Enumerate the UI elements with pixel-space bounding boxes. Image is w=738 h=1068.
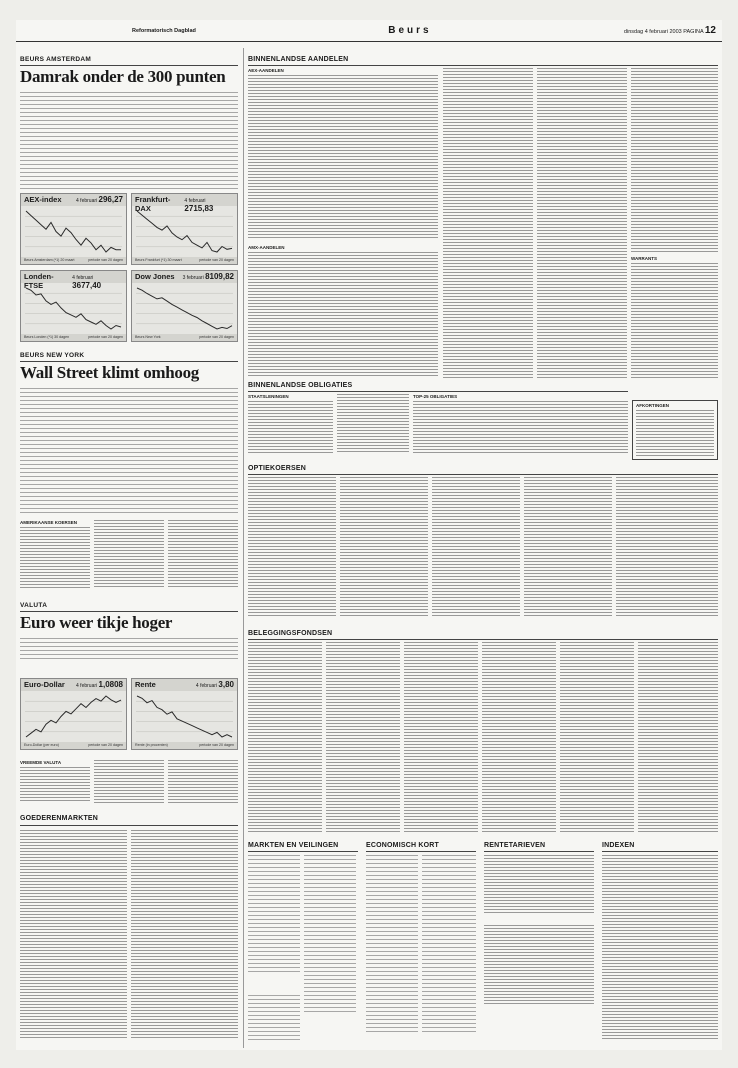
rentetarieven-table: [484, 855, 594, 915]
dow-chart-footer: [132, 334, 237, 341]
rente-chart-plot: [132, 691, 237, 742]
warrants-title: WARRANTS: [631, 256, 657, 261]
euro-dollar-chart-title: Euro-Dollar: [24, 680, 65, 689]
euro-dollar-chart-plot: [21, 691, 126, 742]
aex-index-chart: [20, 193, 127, 265]
euro-dollar-chart-footer: [21, 742, 126, 749]
aex-footer-period: periode van 20 dagen: [88, 258, 123, 262]
vreemde-valuta-table: [20, 767, 90, 803]
divider: [20, 361, 238, 362]
afkortingen-title: AFKORTINGEN: [636, 403, 669, 408]
divider: [20, 825, 238, 826]
valuta-article-body: [20, 638, 238, 660]
aex-chart-plot: [21, 206, 126, 257]
aex-chart-value: 4 februari 296,27: [76, 195, 123, 204]
divider: [366, 851, 476, 852]
page-header: [16, 20, 722, 42]
newspaper-page: [16, 20, 722, 1050]
aex-chart-header: [21, 194, 126, 206]
markten-veilingen-title: MARKTEN EN VEILINGEN: [248, 842, 339, 849]
dow-chart-value: 3 februari 8109,82: [182, 272, 234, 281]
economisch-kort-body-2: [422, 855, 476, 1035]
londen-ftse-chart: [20, 270, 127, 342]
divider: [248, 474, 718, 475]
ftse-chart-footer: [21, 334, 126, 341]
beleggingsfondsen-col-4: [482, 642, 556, 832]
overige-aandelen-column-3: [631, 68, 718, 253]
newyork-headline: Wall Street klimt omhoog: [20, 363, 200, 382]
valuta-headline: Euro weer tikje hoger: [20, 613, 173, 632]
amsterdam-article-body: [20, 92, 238, 189]
aex-aandelen-title: AEX-AANDELEN: [248, 68, 284, 73]
dow-footer-period: periode van 20 dagen: [199, 335, 234, 339]
aex-series-line: [26, 211, 121, 252]
rente-chart-value: 4 februari 3,80: [195, 680, 234, 689]
euro-dollar-chart-header: [21, 679, 126, 691]
divider: [248, 639, 718, 640]
economisch-kort-title: ECONOMISCH KORT: [366, 842, 439, 849]
euro-dollar-series-line: [26, 696, 121, 737]
newyork-article-body: [20, 388, 238, 514]
staatsleningen-title: STAATSLENINGEN: [248, 394, 289, 399]
dax-footer-source: Beurs Frankfurt (*1) 30 maart: [135, 258, 182, 262]
rentetarieven-table-2: [484, 925, 594, 1005]
top25-title: TOP-25 OBLIGATIES: [413, 394, 458, 399]
divider: [248, 65, 718, 66]
valuta-table-3: [168, 760, 238, 803]
optiekoersen-col-3: [432, 477, 520, 617]
rente-chart-title: Rente: [135, 680, 156, 689]
ftse-footer-source: Beurs Londen (*1) 30 dagen: [24, 335, 70, 339]
overige-aandelen-column-2: [537, 68, 627, 378]
overige-aandelen-column-1: [443, 68, 533, 378]
euro-dollar-chart: [20, 678, 127, 750]
euro-dollar-chart-value: 4 februari 1,0808: [76, 680, 123, 689]
goederenmarkten-title: GOEDERENMARKTEN: [20, 815, 99, 822]
aex-chart-footer: [21, 257, 126, 264]
optiekoersen-title: OPTIEKOERSEN: [248, 465, 307, 472]
economisch-kort-body-1: [366, 855, 418, 1035]
dax-chart-footer: [132, 257, 237, 264]
vreemde-valuta-title: VREEMDE VALUTA: [20, 760, 62, 765]
column-divider: [243, 48, 244, 1048]
valuta-kicker: VALUTA: [20, 602, 48, 609]
amerikaanse-koersen-table-3: [168, 520, 238, 589]
ftse-series-line: [26, 288, 121, 329]
goederenmarkten-table-left: [20, 830, 127, 1040]
dax-chart-plot: [132, 206, 237, 257]
ftse-footer-period: periode van 20 dagen: [88, 335, 123, 339]
dow-chart-plot: [132, 283, 237, 334]
afkortingen-box: [632, 400, 718, 460]
euro-dollar-footer-source: Euro-Dollar (per euro): [24, 743, 59, 747]
rente-footer-period: periode van 20 dagen: [199, 743, 234, 747]
amsterdam-headline: Damrak onder de 300 punten: [20, 67, 226, 86]
indexen-table: [602, 855, 718, 1040]
valuta-table-2: [94, 760, 164, 803]
amerikaanse-koersen-table: [20, 527, 90, 589]
optiekoersen-col-2: [340, 477, 428, 617]
ftse-chart-plot: [21, 283, 126, 334]
optiekoersen-col-1: [248, 477, 336, 617]
divider: [20, 611, 238, 612]
optiekoersen-col-5: [616, 477, 718, 617]
rente-chart: [131, 678, 238, 750]
aex-footer-source: Beurs Amsterdam (*1) 20 maart: [24, 258, 75, 262]
divider: [484, 851, 594, 852]
binnenlandse-aandelen-title: BINNENLANDSE AANDELEN: [248, 56, 349, 63]
warrants-table: [631, 263, 718, 378]
rente-series-line: [137, 696, 232, 737]
dax-chart-title: Frankfurt-DAX: [135, 195, 171, 213]
beleggingsfondsen-col-1: [248, 642, 322, 832]
beleggingsfondsen-col-5: [560, 642, 634, 832]
aex-chart-title: AEX-index: [24, 195, 62, 204]
top25-table: [413, 401, 628, 453]
beleggingsfondsen-title: BELEGGINGSFONDSEN: [248, 630, 333, 637]
dow-footer-source: Beurs New York: [135, 335, 161, 339]
aex-aandelen-table: [248, 75, 438, 240]
dow-chart-title: Dow Jones: [135, 272, 175, 281]
section-name: Beurs: [388, 25, 432, 36]
beleggingsfondsen-col-3: [404, 642, 478, 832]
amsterdam-kicker: BEURS AMSTERDAM: [20, 56, 92, 63]
ftse-chart-title: Londen-FTSE: [24, 272, 54, 290]
amerikaanse-koersen-title: AMERIKAANSE KOERSEN: [20, 520, 78, 525]
markten-body-3: [248, 995, 300, 1040]
euro-dollar-footer-period: periode van 20 dagen: [88, 743, 123, 747]
publication-name: Reformatorisch Dagblad: [132, 27, 196, 34]
rente-chart-header: [132, 679, 237, 691]
goederenmarkten-table-right: [131, 830, 238, 1040]
divider: [248, 391, 628, 392]
amx-aandelen-table: [248, 252, 438, 377]
markten-body-2: [304, 855, 356, 1015]
dax-chart-value: 4 februari 2715,83: [184, 198, 214, 213]
dow-chart-header: [132, 271, 237, 283]
divider: [20, 65, 238, 66]
optiekoersen-col-4: [524, 477, 612, 617]
ftse-chart-value: 4 februari 3677,40: [72, 275, 102, 290]
dow-jones-chart: [131, 270, 238, 342]
frankfurt-dax-chart: [131, 193, 238, 265]
markten-body-1: [248, 855, 300, 975]
page-number: 12: [704, 25, 716, 36]
afkortingen-list: [636, 410, 714, 456]
staatsleningen-table-2: [337, 394, 409, 453]
divider: [248, 851, 358, 852]
divider: [602, 851, 718, 852]
binnenlandse-obligaties-title: BINNENLANDSE OBLIGATIES: [248, 382, 353, 389]
dax-series-line: [137, 211, 232, 252]
amx-aandelen-title: AMX-AANDELEN: [248, 245, 285, 250]
rente-footer-source: Rente (in procenten): [135, 743, 168, 747]
newyork-kicker: BEURS NEW YORK: [20, 352, 85, 359]
ftse-chart-header: [21, 271, 126, 290]
beleggingsfondsen-col-6: [638, 642, 718, 832]
amerikaanse-koersen-table-2: [94, 520, 164, 589]
dax-chart-header: [132, 194, 237, 213]
header-date: dinsdag 4 februari 2003 PAGINA 12: [623, 25, 716, 36]
dow-series-line: [137, 288, 232, 329]
staatsleningen-table: [248, 401, 333, 453]
beleggingsfondsen-col-2: [326, 642, 400, 832]
indexen-title: INDEXEN: [602, 842, 635, 849]
rente-chart-footer: [132, 742, 237, 749]
dax-footer-period: periode van 20 dagen: [199, 258, 234, 262]
rentetarieven-title: RENTETARIEVEN: [484, 842, 546, 849]
